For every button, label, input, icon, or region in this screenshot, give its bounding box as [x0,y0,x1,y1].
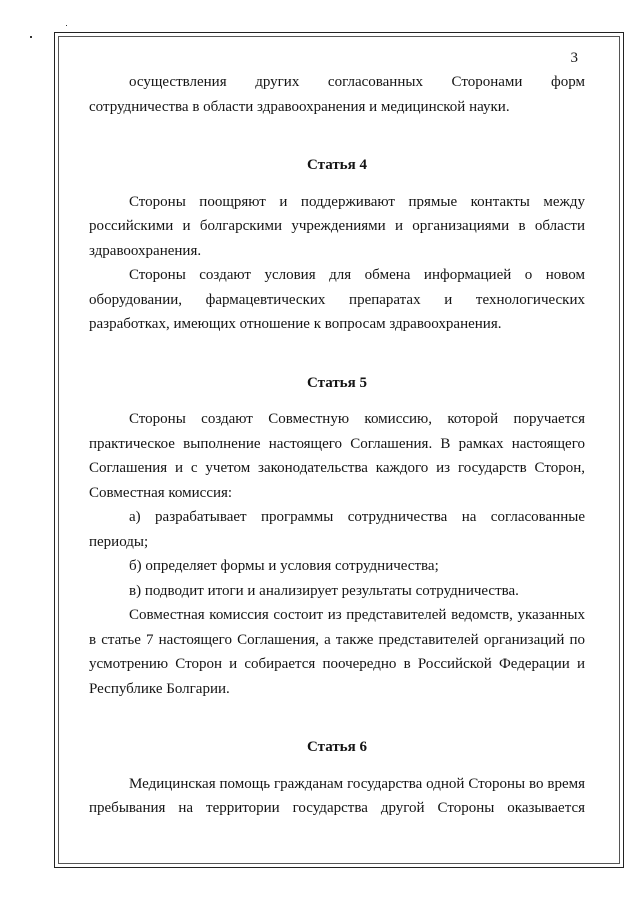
article-6-paragraph-1: Медицинская помощь гражданам государства одной Стороны во время пребывания на территории государства другой Стороны оказывается [89,775,585,816]
article-5-paragraph-2: Совместная комиссия состоит из представителей ведомств, указанных в статье 7 настоящего Соглашения, а также представителей организаций по усмотрению Сторон и собирается поочередно в Российской Федерации и Республике Болгарии. [89,607,585,697]
article-5-item-c: в) подводит итоги и анализирует результаты сотрудничества. [129,582,519,599]
page-number: 3 [570,50,578,66]
article-5-item-b: б) определяет формы и условия сотрудничества; [129,558,439,574]
document-body [89,70,585,821]
paragraph-continuation: осуществления других согласованных Сторонами форм сотрудничества в области здравоохранения и медицинской науки. [89,74,585,115]
article-5-paragraph-1: Стороны создают Совместную комиссию, которой поручается практическое выполнение настоящего Соглашения. В рамках настоящего Соглашения и с учетом законодательства каждого из государств Сторон, Совместная комиссия: [89,411,585,501]
article-4-paragraph-2: Стороны создают условия для обмена информацией о новом оборудовании, фармацевтических препаратах и технологических разработках, имеющих отношение к вопросам здравоохранения. [89,267,585,332]
scan-speck [66,25,67,26]
article-6-heading: Статья 6 [307,739,367,755]
scan-speck [30,36,32,38]
article-4-paragraph-1: Стороны поощряют и поддерживают прямые контакты между российскими и болгарскими учреждениями и организациями в области здравоохранения. [89,193,585,259]
article-5-heading: Статья 5 [307,374,367,391]
article-5-item-a: а) разрабатывает программы сотрудничества на согласованные периоды; [89,509,585,550]
article-4-heading: Статья 4 [307,157,367,173]
